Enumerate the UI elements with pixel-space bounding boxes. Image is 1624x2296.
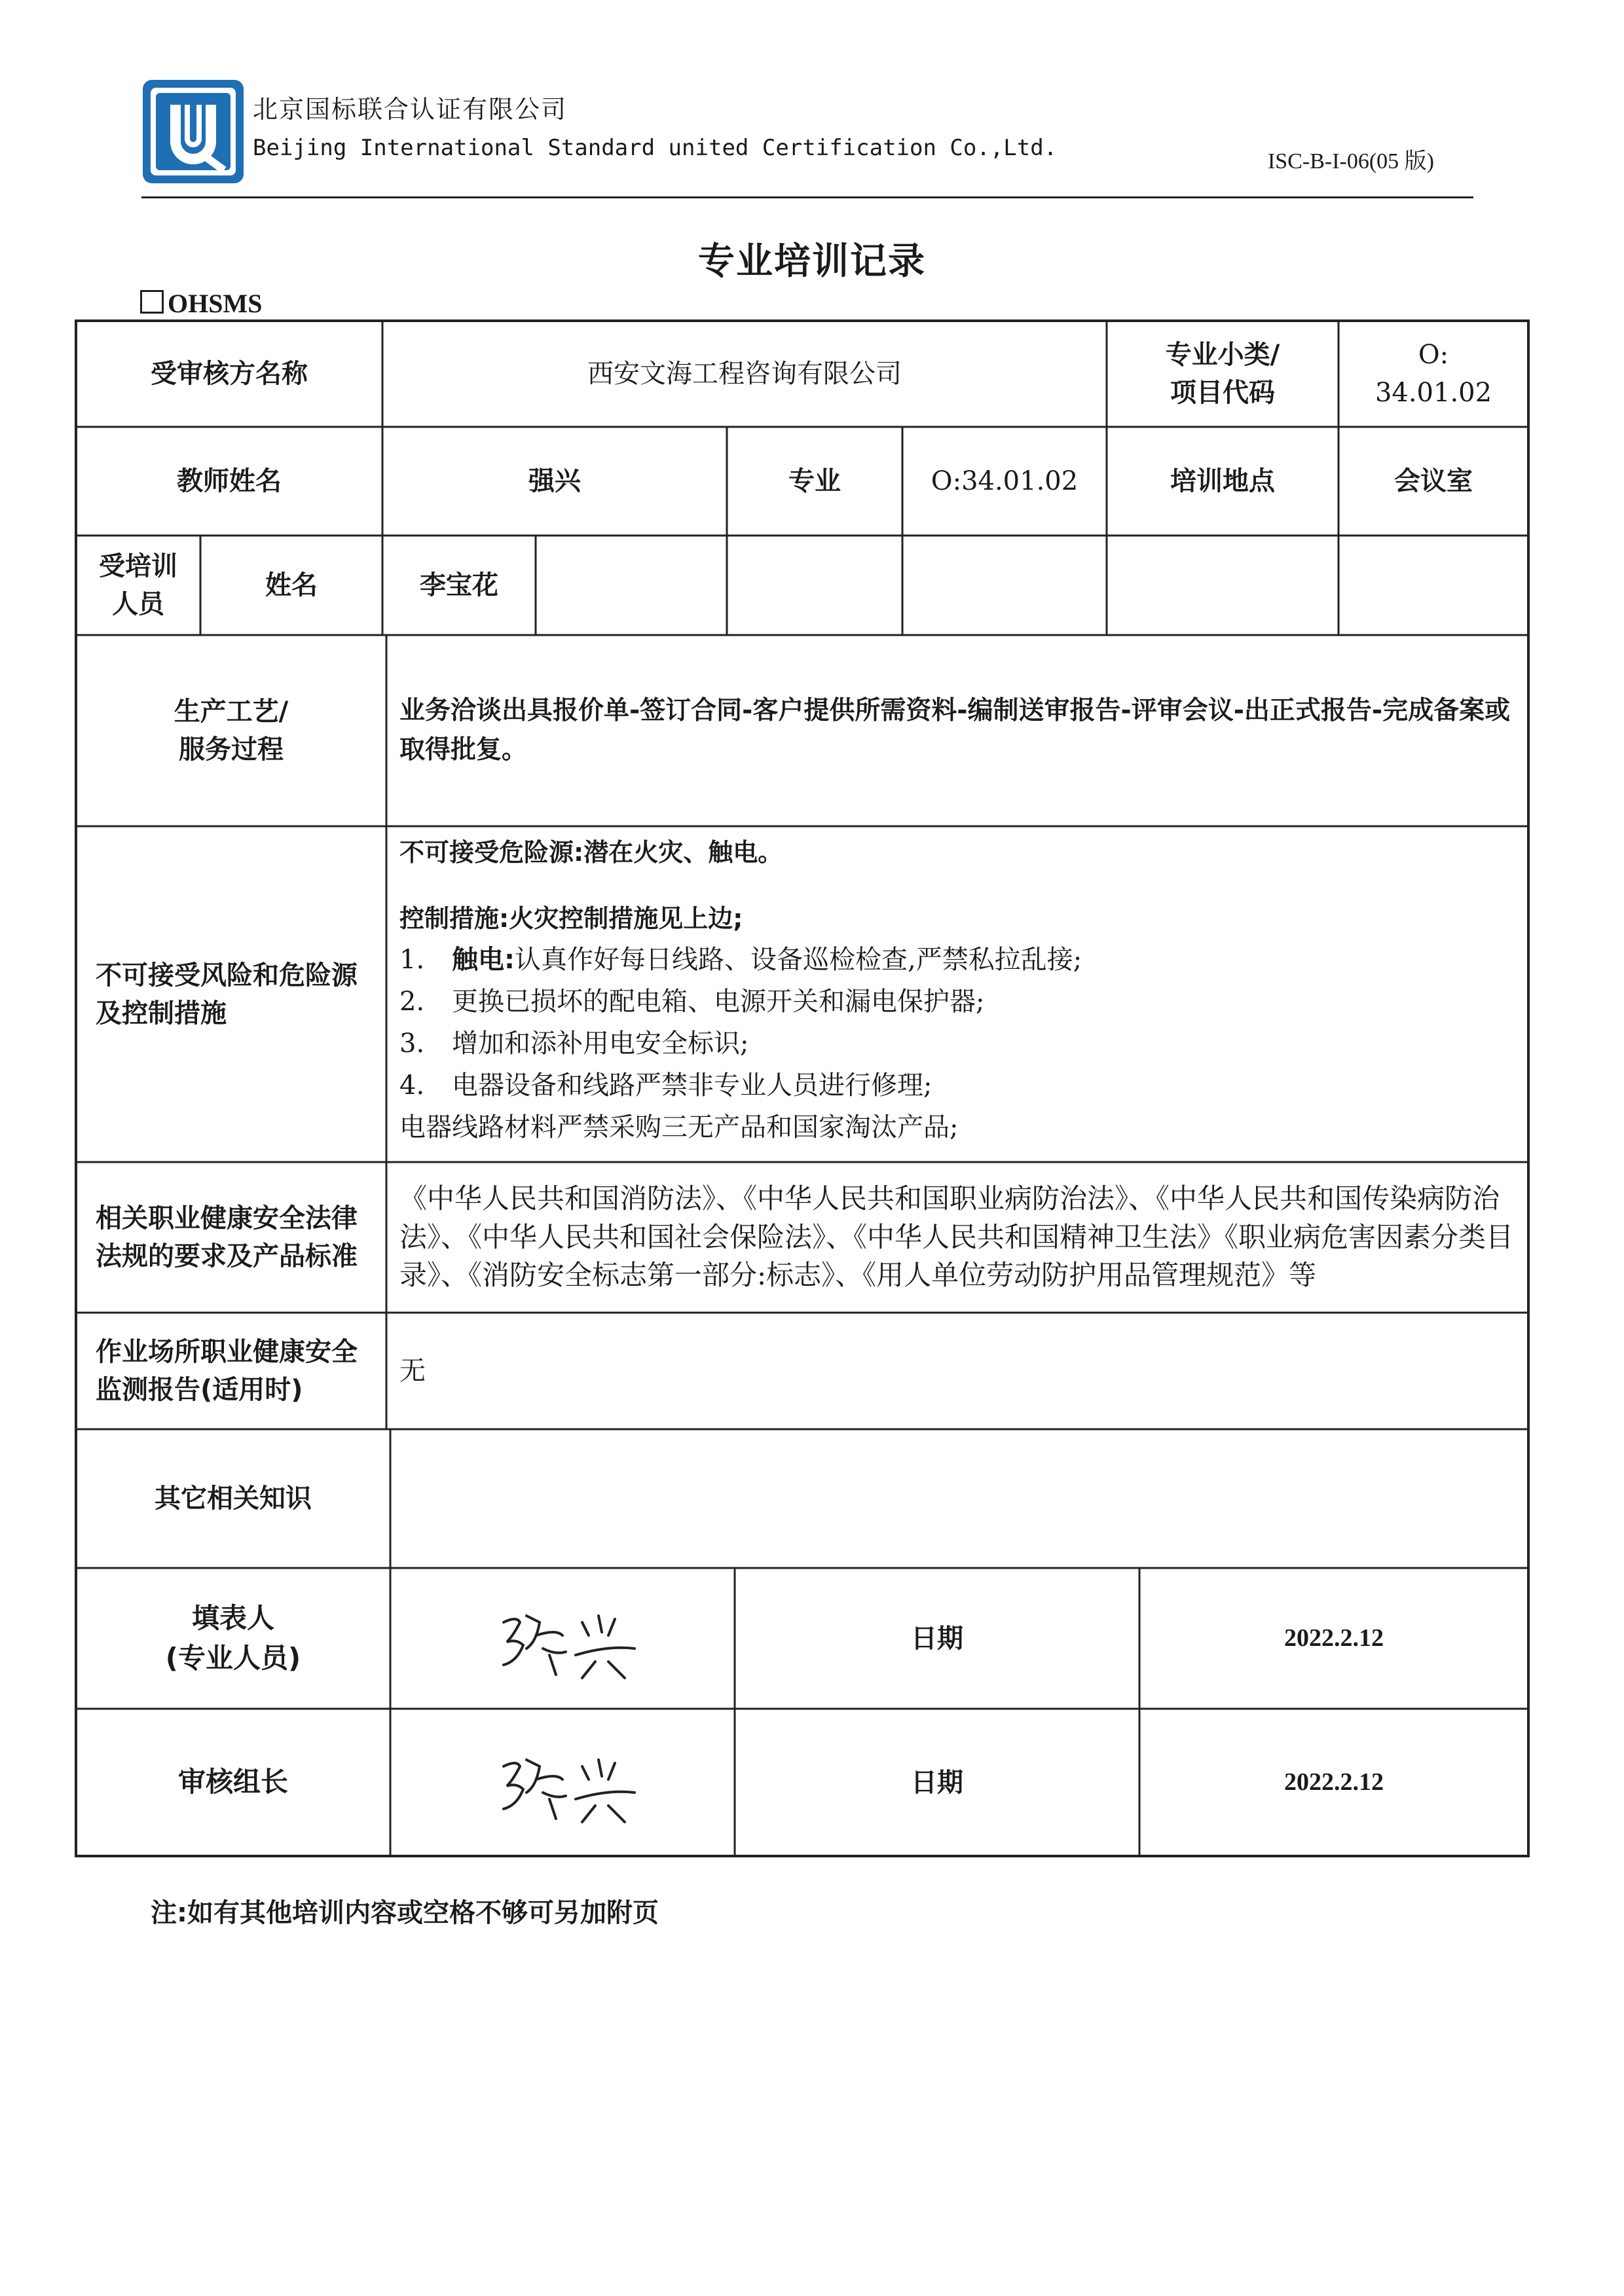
risk-item: 3. 增加和添补用电安全标识; [399,1028,749,1059]
specialty-value: O:34.01.02 [931,466,1079,496]
footnote: 注:如有其他培训内容或空格不够可另加附页 [151,1898,659,1928]
teacher-value: 强兴 [528,466,581,496]
risk-control-title: 控制措施:火灾控制措施见上边; [399,903,743,933]
risk-item: 4. 电器设备和线路严禁非专业人员进行修理; [399,1070,932,1101]
other-label: 其它相关知识 [155,1484,312,1514]
document-title: 专业培训记录 [698,240,926,283]
filler-signature [390,1568,735,1709]
auditee-label: 受审核方名称 [151,359,308,389]
filler-date-label: 日期 [911,1623,963,1654]
risk-content [386,826,1528,1162]
leader-label: 审核组长 [177,1766,288,1798]
signature-icon [477,1734,648,1832]
monitor-value: 无 [399,1356,426,1386]
teacher-label: 教师姓名 [177,466,282,496]
trainee-name-value: 李宝花 [420,570,498,600]
location-label: 培训地点 [1170,466,1275,496]
document-code: ISC-B-I-06(05 版) [1267,149,1434,173]
law-value: 《中华人民共和国消防法》、《中华人民共和国职业病防治法》、《中华人民共和国传染病防治法》、《中华人民共和国社会保险法》、《中华人民共和国精神卫生法》《职业病危害因素分类目录》、《消防安全标志第一部分:标志》、《用人单位劳动防护用品管理规范》等 [399,1182,1514,1292]
leader-date-value: 2022.2.12 [1284,1768,1384,1796]
process-label: 生产工艺/ 服务过程 [174,697,289,765]
law-label: 相关职业健康安全法律法规的要求及产品标准 [96,1203,358,1271]
risk-item: 2. 更换已损坏的配电箱、电源开关和漏电保护器; [399,986,985,1017]
risk-hazard: 不可接受危险源:潜在火灾、触电。 [399,838,783,867]
risk-label: 不可接受风险和危险源及控制措施 [96,960,358,1029]
risk-item: 1. 触电:认真作好每日线路、设备巡检检查,严禁私拉乱接; [399,944,1082,975]
filler-date-value: 2022.2.12 [1284,1624,1384,1652]
company-name-en: Beijing International Standard united Certification Co.,Ltd. [253,135,1058,161]
signature-icon [477,1590,648,1688]
auditee-value: 西安文海工程咨询有限公司 [587,359,902,389]
category-label: 专业小类/ 项目代码 [1165,340,1280,408]
category-value: O: 34.01.02 [1375,340,1492,408]
leader-date-label: 日期 [911,1767,963,1798]
trainee-name-label: 姓名 [265,570,318,600]
specialty-label: 专业 [788,466,841,496]
system-label: OHSMS [168,289,263,318]
filler-label: 填表人 (专业人员) [165,1601,301,1674]
risk-last: 电器线路材料严禁采购三无产品和国家淘汰产品; [399,1112,959,1142]
process-value: 业务洽谈出具报价单-签订合同-客户提供所需资料-编制送审报告-评审会议-出正式报告-完成备案或取得批复。 [399,695,1511,765]
company-name-cn: 北京国标联合认证有限公司 [253,95,568,124]
other-value [390,1429,1528,1568]
monitor-label: 作业场所职业健康安全监测报告(适用时) [96,1337,358,1405]
location-value: 会议室 [1394,466,1473,496]
trainee-label: 受培训 人员 [99,551,177,619]
leader-signature [390,1709,735,1856]
